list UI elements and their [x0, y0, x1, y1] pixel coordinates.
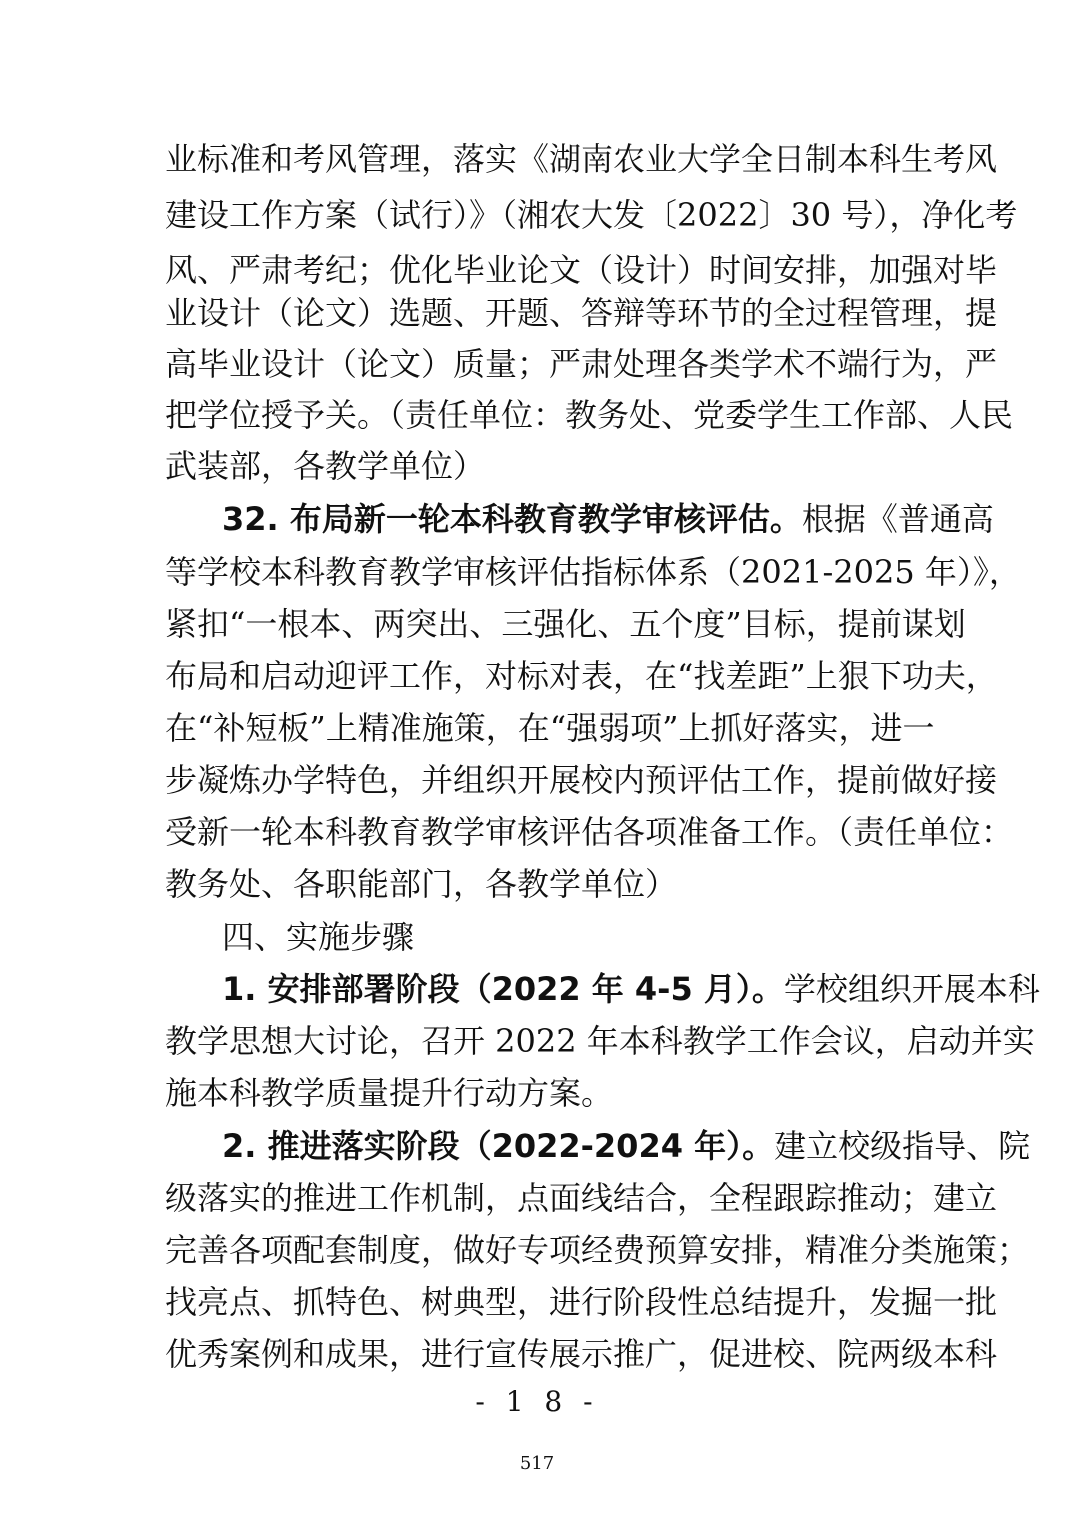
text-line: 等学校本科教育教学审核评估指标体系（2021-2025 年）》， [165, 553, 1021, 591]
text-line: 级落实的推进工作机制，点面线结合，全程跟踪推动；建立 [165, 1179, 998, 1217]
page-number: - 1 8 - [475, 1385, 599, 1418]
text-line: 把学位授予关。（责任单位：教务处、党委学生工作部、人民 [165, 396, 1014, 434]
text-line: 布局和启动迎评工作，对标对表，在“找差距”上狠下功夫， [165, 657, 998, 695]
text-line: 业设计（论文）选题、开题、答辩等环节的全过程管理，提 [165, 294, 998, 332]
text-line: 优秀案例和成果，进行宣传展示推广，促进校、院两级本科 [165, 1335, 998, 1373]
text-line: 业标准和考风管理，落实《湖南农业大学全日制本科生考风 [165, 140, 998, 178]
text-line: 教学思想大讨论，召开 2022 年本科教学工作会议，启动并实 [165, 1022, 1035, 1060]
text-line: 紧扣“一根本、两突出、三强化、五个度”目标，提前谋划 [165, 605, 966, 643]
step-2-first-line [222, 1120, 1031, 1172]
item-32-first-text: 根据《普通高 [801, 500, 994, 538]
text-line: 受新一轮本科教育教学审核评估各项准备工作。（责任单位： [165, 813, 1014, 851]
text-line: 施本科教学质量提升行动方案。 [165, 1074, 614, 1112]
step-1-heading: 1. 安排部署阶段（2022 年 4-5 月）。 [222, 970, 784, 1008]
text-line: 教务处、各职能部门，各教学单位） [165, 865, 678, 903]
item-32-heading: 32. 布局新一轮本科教育教学审核评估。 [222, 500, 802, 538]
text-line: 找亮点、抓特色、树典型，进行阶段性总结提升，发掘一批 [165, 1283, 998, 1321]
text-line: 武装部，各教学单位） [165, 447, 486, 485]
text-line: 在“补短板”上精准施策，在“强弱项”上抓好落实，进一 [165, 709, 935, 747]
step-2-heading: 2. 推进落实阶段（2022-2024 年）。 [222, 1127, 775, 1165]
text-line: 风、严肃考纪；优化毕业论文（设计）时间安排，加强对毕 [165, 251, 998, 289]
item-32-first-line [222, 493, 994, 545]
text-line: 步凝炼办学特色，并组织开展校内预评估工作，提前做好接 [165, 761, 998, 799]
step-1-first-text: 学校组织开展本科 [783, 970, 1040, 1008]
section-heading: 四、实施步骤 [222, 918, 415, 956]
text-line: 建设工作方案（试行）》（湘农大发〔2022〕30 号），净化考 [165, 196, 1018, 234]
step-2-first-text: 建立校级指导、院 [774, 1127, 1031, 1165]
stamp-number: 517 [519, 1453, 555, 1474]
text-line: 高毕业设计（论文）质量；严肃处理各类学术不端行为，严 [165, 345, 998, 383]
text-line: 完善各项配套制度，做好专项经费预算安排，精准分类施策； [165, 1231, 1030, 1269]
step-1-first-line [222, 963, 1040, 1015]
